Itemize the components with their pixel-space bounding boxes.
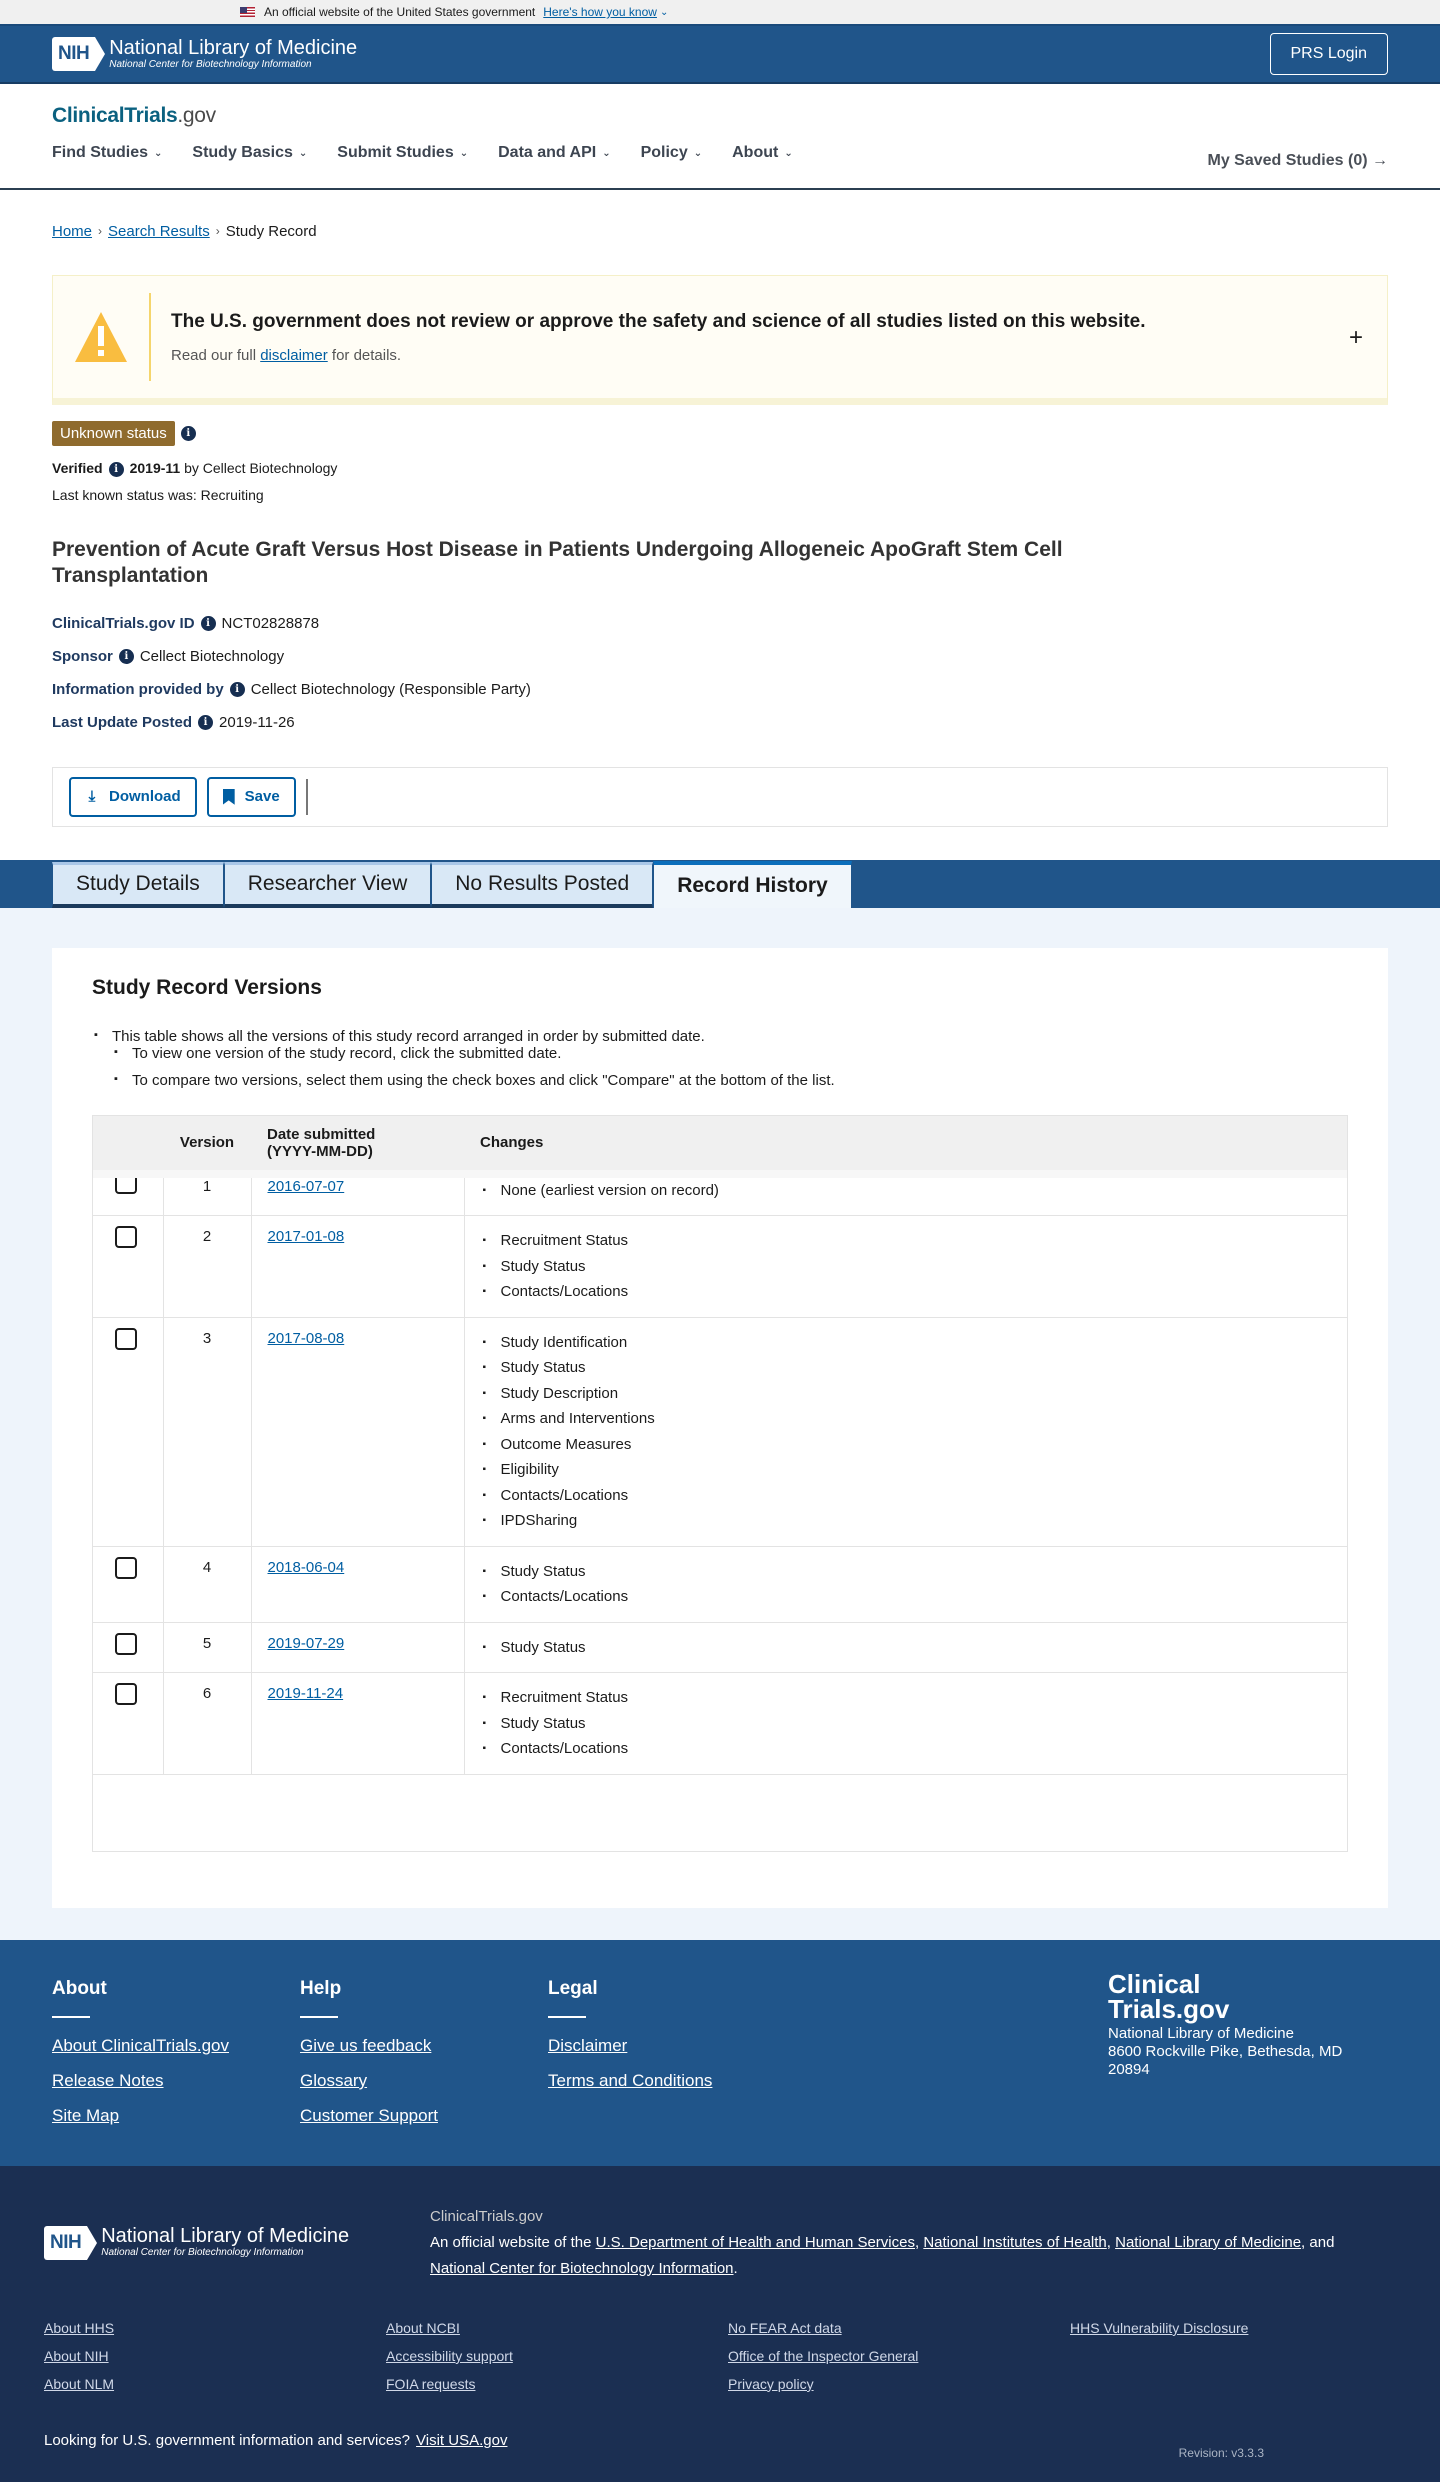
table-row: 1 2016-07-07 ▪ None (earliest version on record) <box>93 1174 1347 1216</box>
bookmark-icon <box>223 789 235 805</box>
footer-clinicaltrials-logo[interactable]: Clinical Trials.gov <box>1108 1968 1230 2024</box>
chevron-down-icon: ⌄ <box>659 6 669 18</box>
info-icon[interactable]: i <box>198 715 213 730</box>
version-checkbox[interactable] <box>115 1557 137 1579</box>
col-date-submitted: Date submitted (YYYY-MM-DD) <box>251 1116 464 1174</box>
link-about-ncbi[interactable]: About NCBI <box>386 2319 460 2336</box>
site-footer <box>0 1940 1440 2166</box>
clinicaltrials-logo[interactable]: ClinicalTrials.gov <box>52 104 216 127</box>
link-hhs[interactable]: U.S. Department of Health and Human Services <box>595 2233 915 2251</box>
chevron-down-icon: ⌄ <box>298 147 308 159</box>
link-about-nih[interactable]: About NIH <box>44 2347 109 2364</box>
heres-how-you-know-link[interactable]: Here's how you know <box>543 5 657 19</box>
nav-about[interactable]: About ⌄ <box>732 144 793 161</box>
my-saved-studies-link[interactable]: My Saved Studies (0) → <box>1207 152 1388 169</box>
fact-nct-id: ClinicalTrials.gov ID i NCT02828878 <box>52 614 320 632</box>
revision-label: Revision: v3.3.3 <box>1178 2445 1264 2460</box>
chevron-down-icon: ⌄ <box>154 147 163 159</box>
footer-link-customer-support[interactable]: Customer Support <box>300 2105 438 2125</box>
study-actions-bar <box>52 767 1388 827</box>
chevron-down-icon: ⌄ <box>602 147 611 159</box>
table-row: 3 2017-08-08 ▪ Study Identification ▪ Study Status ▪ Study Description ▪ Arms and Interventions ▪ Outcome Measures ▪ Eligibility ▪ Contacts/Locations ▪ IPDSharing <box>93 1317 1347 1546</box>
disclaimer-text: Read our full disclaimer for details. <box>171 346 402 364</box>
verified-date: 2019-11 <box>129 460 181 476</box>
study-title: Prevention of Acute Graft Versus Host Disease in Patients Undergoing Allogeneic ApoGraft Stem Cell Transplantation <box>52 537 1063 587</box>
link-about-nlm[interactable]: About NLM <box>44 2375 115 2392</box>
site-header <box>0 84 1440 190</box>
warning-icon <box>53 312 149 362</box>
breadcrumb-search-results[interactable]: Search Results <box>108 222 210 240</box>
info-icon[interactable]: i <box>201 616 216 631</box>
version-checkbox[interactable] <box>115 1178 137 1194</box>
arrow-right-icon: → <box>1372 152 1388 169</box>
link-ncbi[interactable]: National Center for Biotechnology Information <box>430 2259 734 2277</box>
visit-usa-gov-link[interactable]: Visit USA.gov <box>416 2431 508 2449</box>
nav-data-and-api[interactable]: Data and API ⌄ <box>498 144 611 161</box>
version-checkbox[interactable] <box>115 1633 137 1655</box>
breadcrumb-home[interactable]: Home <box>52 222 93 240</box>
table-row: 4 2018-06-04 ▪ Study Status ▪ Contacts/Locations <box>93 1546 1347 1622</box>
link-privacy-policy[interactable]: Privacy policy <box>728 2375 814 2392</box>
footer-link-feedback[interactable]: Give us feedback <box>300 2035 432 2055</box>
link-no-fear-act[interactable]: No FEAR Act data <box>728 2319 842 2336</box>
last-known-status: Last known status was: Recruiting <box>52 486 264 503</box>
divider <box>548 2016 586 2018</box>
tab-researcher-view[interactable]: Researcher View <box>224 862 432 908</box>
gov-banner-text: An official website of the United States government <box>264 5 536 19</box>
verified-line: Verified i 2019-11 by Cellect Biotechnology <box>52 460 338 476</box>
footer-link-release-notes[interactable]: Release Notes <box>52 2070 164 2090</box>
footer-address: National Library of Medicine 8600 Rockville Pike, Bethesda, MD 20894 <box>1108 2024 1343 2078</box>
nlm-title: National Library of Medicine <box>109 36 358 59</box>
divider <box>300 2016 338 2018</box>
table-row: 5 2019-07-29 ▪ Study Status <box>93 1622 1347 1673</box>
table-footer-area <box>93 1775 1347 1851</box>
footer-col-about: About About ClinicalTrials.gov Release Notes Site Map <box>52 1978 300 2166</box>
nav-policy[interactable]: Policy ⌄ <box>640 144 703 161</box>
versions-table <box>92 1115 1348 1852</box>
main-nav <box>52 144 1388 162</box>
table-row: 2 2017-01-08 ▪ Recruitment Status ▪ Study Status ▪ Contacts/Locations <box>93 1216 1347 1318</box>
nlm-logo[interactable] <box>52 37 357 71</box>
nlm-header <box>0 24 1440 84</box>
prs-login-button[interactable]: PRS Login <box>1270 33 1389 75</box>
link-nih[interactable]: National Institutes of Health <box>923 2233 1107 2251</box>
study-header <box>0 405 1440 731</box>
disclaimer-title: The U.S. government does not review or approve the safety and science of all studies listed on this website. <box>171 310 1146 332</box>
info-icon[interactable]: i <box>181 426 196 441</box>
version-checkbox[interactable] <box>115 1226 137 1248</box>
link-nlm[interactable]: National Library of Medicine <box>1115 2233 1302 2251</box>
info-icon[interactable]: i <box>230 682 245 697</box>
link-foia[interactable]: FOIA requests <box>386 2375 476 2392</box>
col-version: Version <box>163 1116 251 1174</box>
table-row: 6 2019-11-24 ▪ Recruitment Status ▪ Study Status ▪ Contacts/Locations <box>93 1673 1347 1775</box>
disclaimer-link[interactable]: disclaimer <box>260 346 328 364</box>
study-tabs <box>0 860 1440 908</box>
info-icon[interactable]: i <box>119 649 134 664</box>
fact-last-update-posted: Last Update Posted i 2019-11-26 <box>52 713 295 731</box>
chevron-down-icon: ⌄ <box>784 147 793 159</box>
link-about-hhs[interactable]: About HHS <box>44 2319 115 2336</box>
footer-link-about-clinicaltrials[interactable]: About ClinicalTrials.gov <box>52 2035 229 2055</box>
chevron-right-icon: › <box>98 224 103 238</box>
version-date-link[interactable]: 2016-07-07 <box>267 1177 345 1195</box>
gov-links-grid <box>44 2320 1396 2392</box>
nlm-footer-logo[interactable]: NIH National Library of Medicine National Center for Biotechnology Information <box>44 2204 430 2282</box>
chevron-down-icon: ⌄ <box>459 147 469 159</box>
study-facts <box>52 615 1388 731</box>
official-website-statement: ClinicalTrials.gov An official website of the U.S. Department of Health and Human Services, National Institutes of Health, National Library of Medicine, and National Center for Biotechnology Information. <box>430 2207 1335 2277</box>
tab-record-history[interactable]: Record History <box>653 861 852 908</box>
chevron-right-icon: › <box>215 224 220 238</box>
nav-submit-studies[interactable]: Submit Studies ⌄ <box>337 144 469 161</box>
usa-gov-line: Looking for U.S. government information and services? Visit USA.gov <box>44 2431 508 2449</box>
nih-logo-box: NIH <box>52 37 95 71</box>
footer-link-glossary[interactable]: Glossary <box>300 2070 368 2090</box>
breadcrumb-current: Study Record <box>225 222 317 240</box>
download-button[interactable]: ⤓ Download <box>69 777 197 817</box>
nlm-footer <box>0 2166 1440 2482</box>
nlm-subtitle: National Center for Biotechnology Information <box>109 58 312 70</box>
chevron-down-icon: ⌄ <box>693 147 703 159</box>
download-icon: ⤓ <box>88 788 96 806</box>
expand-disclaimer-button[interactable]: + <box>1348 324 1363 351</box>
nav-find-studies[interactable]: Find Studies ⌄ <box>52 144 163 161</box>
link-hhs-vulnerability[interactable]: HHS Vulnerability Disclosure <box>1070 2319 1249 2336</box>
footer-col-help: Help Give us feedback Glossary Customer Support <box>300 1978 548 2166</box>
link-inspector-general[interactable]: Office of the Inspector General <box>728 2347 919 2364</box>
tab-no-results-posted[interactable]: No Results Posted <box>431 862 653 908</box>
disclaimer-alert <box>52 275 1388 405</box>
fact-information-provided-by: Information provided by i Cellect Biotechnology (Responsible Party) <box>52 680 531 698</box>
status-badge: Unknown status <box>52 421 175 446</box>
us-flag-icon <box>240 7 255 17</box>
versions-card <box>52 948 1388 1908</box>
footer-brand <box>1108 1968 1368 2079</box>
footer-col-legal: Legal Disclaimer Terms and Conditions <box>548 1978 796 2166</box>
version-checkbox[interactable] <box>115 1328 137 1350</box>
versions-heading: Study Record Versions <box>92 975 322 999</box>
record-history-panel <box>0 908 1440 1940</box>
divider <box>306 779 308 815</box>
col-select <box>93 1116 163 1174</box>
version-date-link[interactable]: 2017-01-08 <box>267 1228 345 1246</box>
footer-link-terms[interactable]: Terms and Conditions <box>548 2070 713 2090</box>
nav-study-basics[interactable]: Study Basics ⌄ <box>192 144 308 161</box>
fact-sponsor: Sponsor i Cellect Biotechnology <box>52 647 285 665</box>
version-date-link[interactable]: 2019-11-24 <box>267 1685 344 1703</box>
link-accessibility[interactable]: Accessibility support <box>386 2347 513 2364</box>
footer-link-site-map[interactable]: Site Map <box>52 2105 120 2125</box>
breadcrumb <box>0 190 1440 250</box>
footer-link-disclaimer[interactable]: Disclaimer <box>548 2035 628 2055</box>
save-button[interactable]: Save <box>207 777 296 817</box>
version-checkbox[interactable] <box>115 1683 137 1705</box>
version-date-link[interactable]: 2018-06-04 <box>267 1558 345 1576</box>
version-date-link[interactable]: 2017-08-08 <box>267 1329 345 1347</box>
divider <box>52 2016 90 2018</box>
col-changes: Changes <box>464 1116 1347 1174</box>
tab-study-details[interactable]: Study Details <box>52 862 224 908</box>
gov-banner <box>0 0 1440 24</box>
versions-instructions: ▪ This table shows all the versions of this study record arranged in order by submitted date. ▪ To view one version of the study record, click the submitted date. ▪ To compare two versions, select them using the check boxes and click "Compare" at the bottom of the list. <box>92 1028 1348 1089</box>
info-icon[interactable]: i <box>109 462 124 477</box>
version-date-link[interactable]: 2019-07-29 <box>267 1634 345 1652</box>
